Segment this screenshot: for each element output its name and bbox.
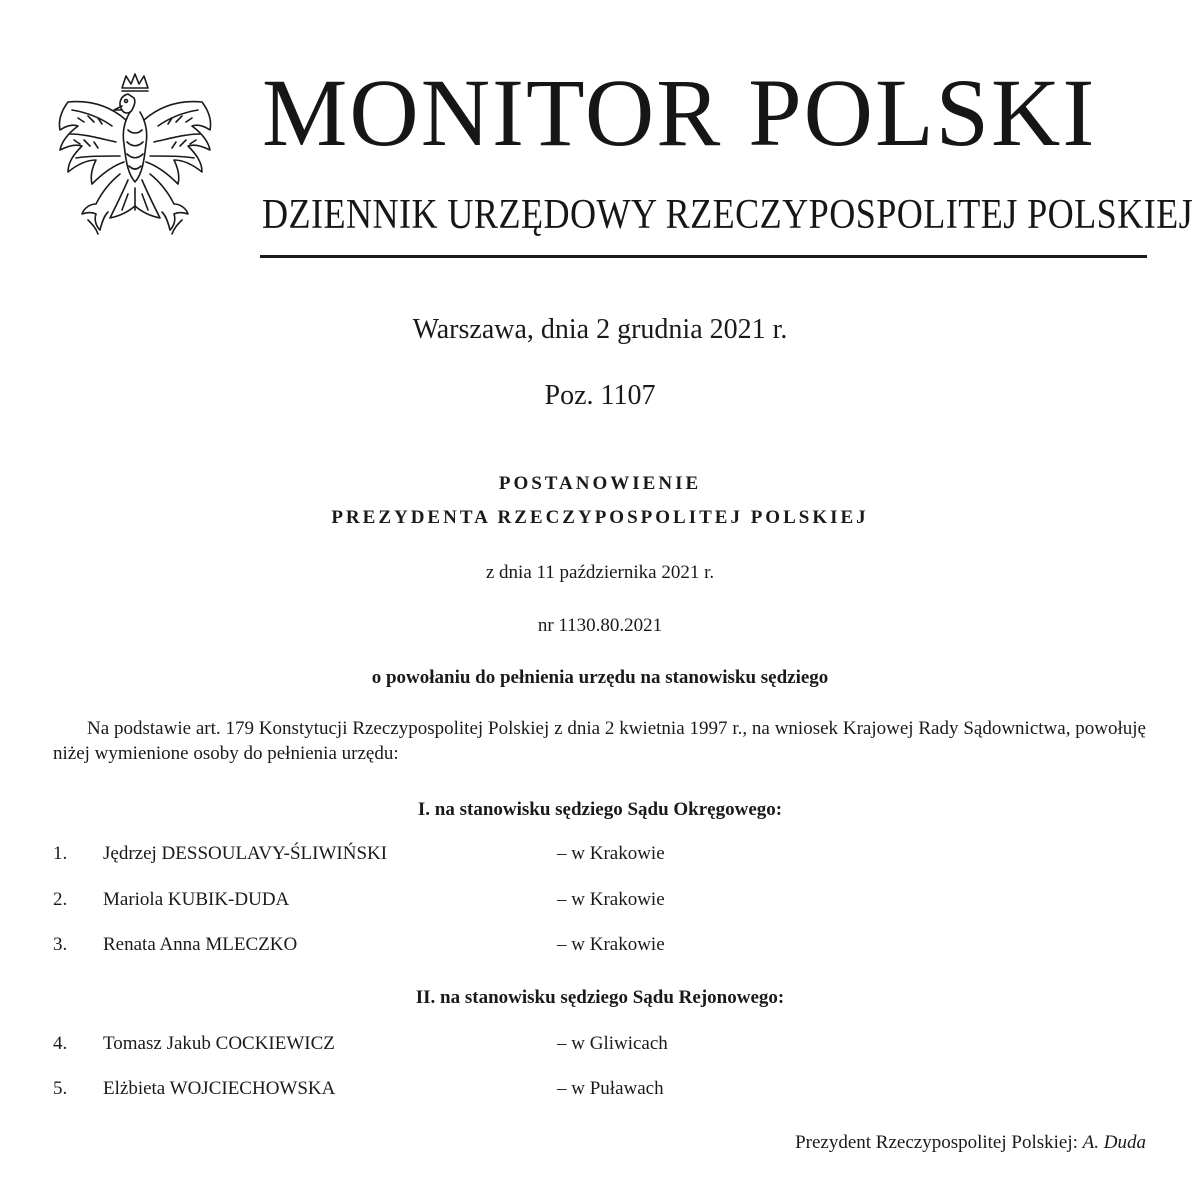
signature-label: Prezydent Rzeczypospolitej Polskiej: [795, 1132, 1078, 1153]
act-subject: o powołaniu do pełnienia urzędu na stanowisku sędziego [371, 667, 829, 688]
preamble-paragraph: Na podstawie art. 179 Konstytucji Rzeczypospolitej Polskiej z dnia 2 kwietnia 1997 r., na wniosek Krajowej Rady Sądownictwa, powołuję niżej wymienione osoby do pełnienia urzędu: [53, 718, 1146, 764]
masthead-subtitle: DZIENNIK URZĘDOWY RZECZYPOSPOLITEJ POLSKIEJ [262, 192, 1194, 238]
entry-name: Tomasz Jakub COCKIEWICZ [103, 1033, 335, 1054]
entry-place: – w Krakowie [557, 934, 665, 955]
appointment-entry [0, 841, 1200, 867]
masthead-divider [260, 255, 1147, 258]
publication-date: Warszawa, dnia 2 grudnia 2021 r. [412, 314, 788, 345]
signature-block [795, 1130, 1146, 1156]
act-number: nr 1130.80.2021 [537, 615, 663, 636]
entry-place: – w Krakowie [557, 843, 665, 864]
entry-place: – w Puławach [557, 1078, 664, 1099]
entry-number: 2. [53, 889, 68, 910]
entry-name: Renata Anna MLECZKO [103, 934, 298, 955]
appointment-entry [0, 1031, 1200, 1057]
entry-number: 4. [53, 1033, 68, 1054]
polish-eagle-emblem-icon [50, 70, 220, 260]
entry-number: 1. [53, 843, 68, 864]
entry-number: 3. [53, 934, 68, 955]
entry-place: – w Gliwicach [557, 1033, 668, 1054]
entry-place: – w Krakowie [557, 889, 665, 910]
entry-name: Jędrzej DESSOULAVY-ŚLIWIŃSKI [103, 843, 388, 864]
entry-number: 5. [53, 1078, 68, 1099]
entry-name: Mariola KUBIK-DUDA [103, 889, 290, 910]
appointment-entry [0, 887, 1200, 913]
masthead-title: MONITOR POLSKI [262, 59, 1097, 166]
appointment-entry [0, 1076, 1200, 1102]
act-type: POSTANOWIENIE [498, 473, 702, 494]
signature-name: A. Duda [1082, 1132, 1146, 1153]
entry-name: Elżbieta WOJCIECHOWSKA [103, 1078, 336, 1099]
act-issuer: PREZYDENTA RZECZYPOSPOLITEJ POLSKIEJ [331, 507, 869, 528]
appointment-entry [0, 932, 1200, 958]
section-heading-regional-court: II. na stanowisku sędziego Sądu Rejonowego: [415, 987, 785, 1008]
act-date: z dnia 11 października 2021 r. [485, 562, 715, 583]
publication-position: Poz. 1107 [544, 380, 656, 411]
section-heading-district-court: I. na stanowisku sędziego Sądu Okręgowego: [417, 799, 783, 820]
